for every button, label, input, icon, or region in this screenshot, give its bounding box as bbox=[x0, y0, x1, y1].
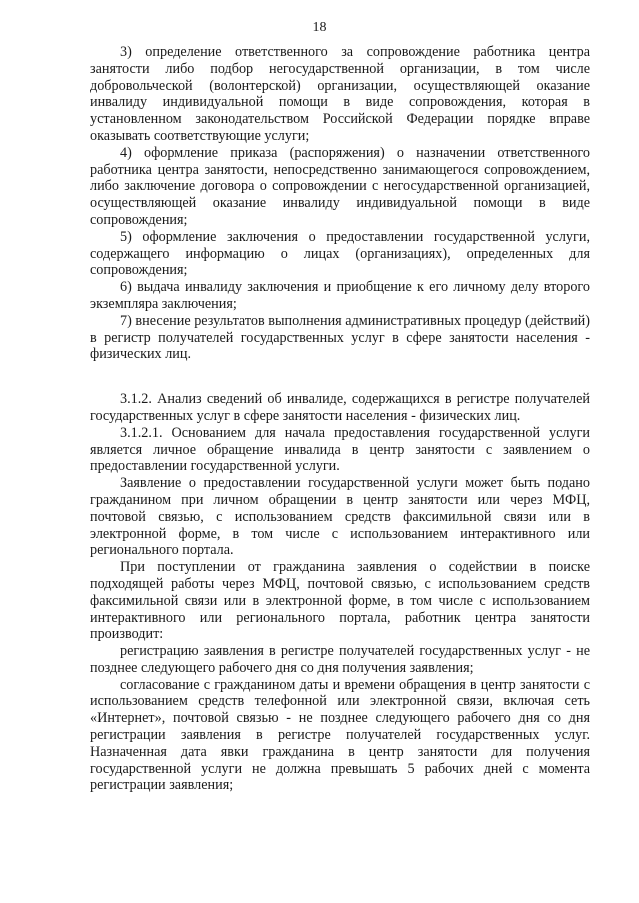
section-heading-3-1-2: 3.1.2. Анализ сведений об инвалиде, содержащихся в регистре получателей государственных услуг в сфере занятости населения - физических лиц. bbox=[90, 391, 590, 424]
paragraph-item-5: 5) оформление заключения о предоставлении государственной услуги, содержащего информацию о лицах (организациях), определенных для сопровождения; bbox=[90, 228, 590, 279]
paragraph-3-1-2-1: 3.1.2.1. Основанием для начала предоставления государственной услуги является личное обращение инвалида в центр занятости с заявлением о предоставлении государственной услуги. bbox=[90, 424, 590, 475]
paragraph-item-6: 6) выдача инвалиду заключения и приобщение к его личному делу второго экземпляра заключения; bbox=[90, 279, 590, 312]
document-body bbox=[90, 44, 590, 794]
paragraph-item-4: 4) оформление приказа (распоряжения) о назначении ответственного работника центра занятости, непосредственно занимающегося сопровождением, либо заключение договора о сопровождении с негосударственной организацией, осуществляющей оказание инвалиду индивидуальной помощи в виде сопровождения; bbox=[90, 144, 590, 228]
paragraph-agreement: согласование с гражданином даты и времени обращения в центр занятости с использованием средств телефонной или электронной связи, включая сеть «Интернет», почтовой связью - не позднее следующего рабочего дня со дня регистрации заявления в регистре получателей государственных услуг. Назначенная дата явки гражданина в центр занятости для получения государственной услуги не должна превышать 5 рабочих дней с момента регистрации заявления; bbox=[90, 676, 590, 794]
paragraph-on-receipt: При поступлении от гражданина заявления о содействии в поиске подходящей работы через МФЦ, почтовой связью, с использованием средств факсимильной связи или в электронной форме, в том числе с использованием интерактивного или регионального портала, работник центра занятости производит: bbox=[90, 559, 590, 643]
paragraph-item-7: 7) внесение результатов выполнения административных процедур (действий) в регистр получателей государственных услуг в сфере занятости населения - физических лиц. bbox=[90, 312, 590, 363]
paragraph-application: Заявление о предоставлении государственной услуги может быть подано гражданином при личном обращении в центр занятости или через МФЦ, почтовой связью, с использованием средств факсимильной связи или в электронной форме, в том числе с использованием интерактивного или регионального портала. bbox=[90, 475, 590, 559]
paragraph-item-3: 3) определение ответственного за сопровождение работника центра занятости либо подбор негосударственной организации, в том числе добровольческой (волонтерской) организации, осуществляющей оказание инвалиду индивидуальной помощи в виде сопровождения, которая в установленном законодательством Российской Федерации порядке вправе оказывать соответствующие услуги; bbox=[90, 44, 590, 144]
page-number: 18 bbox=[312, 20, 327, 35]
paragraph-registration: регистрацию заявления в регистре получателей государственных услуг - не позднее следующего рабочего дня со дня получения заявления; bbox=[90, 643, 590, 676]
